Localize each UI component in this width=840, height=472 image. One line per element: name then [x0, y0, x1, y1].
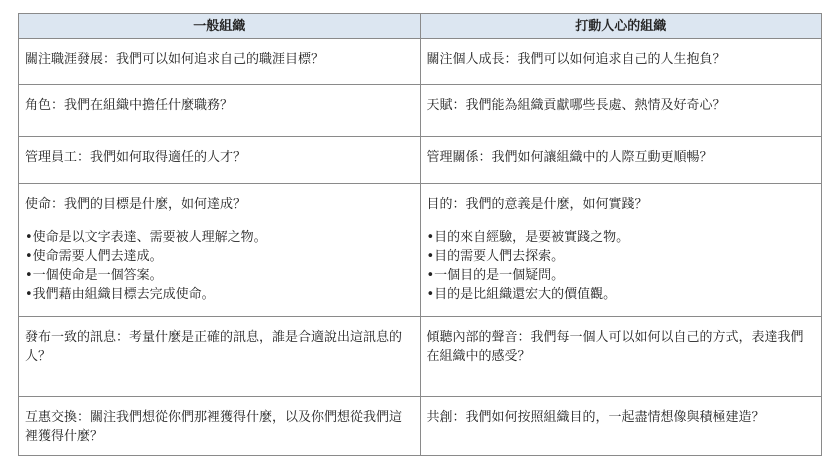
table-row [19, 85, 822, 137]
list-item: • 一個目的是一個疑問。 [427, 266, 816, 285]
table-row [19, 184, 822, 317]
header-typical-organization: 一般組織 [19, 14, 421, 39]
cell-right [420, 397, 822, 456]
cell-text: 共創：我們如何按照組織目的，一起盡情想像與積極建造？ [426, 410, 765, 425]
cell-text: 角色：我們在組織中擔任什麼職務？ [25, 98, 234, 113]
cell-right [420, 137, 822, 184]
list-item: • 一個使命是一個答案。 [25, 266, 414, 285]
comparison-table [18, 13, 822, 456]
header-inspiring-organization: 打動人心的組織 [420, 14, 822, 39]
list-item: • 使命是以文字表達、需要被人理解之物。 [25, 228, 414, 247]
cell-text: 目的：我們的意義是什麼，如何實踐？ [426, 197, 648, 212]
cell-text: 使命：我們的目標是什麼，如何達成？ [25, 197, 247, 212]
comparison-table-container [18, 13, 822, 456]
list-item: • 我們藉由組織目標去完成使命。 [25, 285, 414, 304]
cell-text: 管理關係：我們如何讓組織中的人際互動更順暢？ [426, 150, 713, 165]
cell-text: 發布一致的訊息：考量什麼是正確的訊息，誰是合適說出這訊息的人？ [25, 330, 403, 364]
cell-text: 關注職涯發展：我們可以如何追求自己的職涯目標？ [25, 52, 325, 67]
cell-left [19, 184, 421, 317]
bullet-list [427, 228, 816, 304]
cell-text: 傾聽內部的聲音：我們每一個人可以如何以自己的方式，表達我們在組織中的感受？ [426, 330, 804, 364]
cell-right [420, 184, 822, 317]
table-row [19, 317, 822, 397]
header-row [19, 14, 822, 39]
list-item: • 目的需要人們去探索。 [427, 247, 816, 266]
cell-right [420, 85, 822, 137]
cell-left [19, 137, 421, 184]
cell-text: 管理員工：我們如何取得適任的人才？ [25, 150, 247, 165]
cell-left [19, 85, 421, 137]
cell-left [19, 317, 421, 397]
cell-left [19, 39, 421, 85]
table-row [19, 39, 822, 85]
table-row [19, 397, 822, 456]
list-item: • 使命需要人們去達成。 [25, 247, 414, 266]
cell-left [19, 397, 421, 456]
cell-text: 互惠交換：關注我們想從你們那裡獲得什麼，以及你們想從我們這裡獲得什麼？ [25, 410, 403, 444]
list-item: • 目的是比組織還宏大的價值觀。 [427, 285, 816, 304]
cell-text: 關注個人成長：我們可以如何追求自己的人生抱負？ [426, 52, 726, 67]
list-item: • 目的來自經驗，是要被實踐之物。 [427, 228, 816, 247]
bullet-list [25, 228, 414, 304]
cell-right [420, 39, 822, 85]
cell-text: 天賦：我們能為組織貢獻哪些長處、熱情及好奇心？ [426, 98, 726, 113]
table-row [19, 137, 822, 184]
cell-right [420, 317, 822, 397]
